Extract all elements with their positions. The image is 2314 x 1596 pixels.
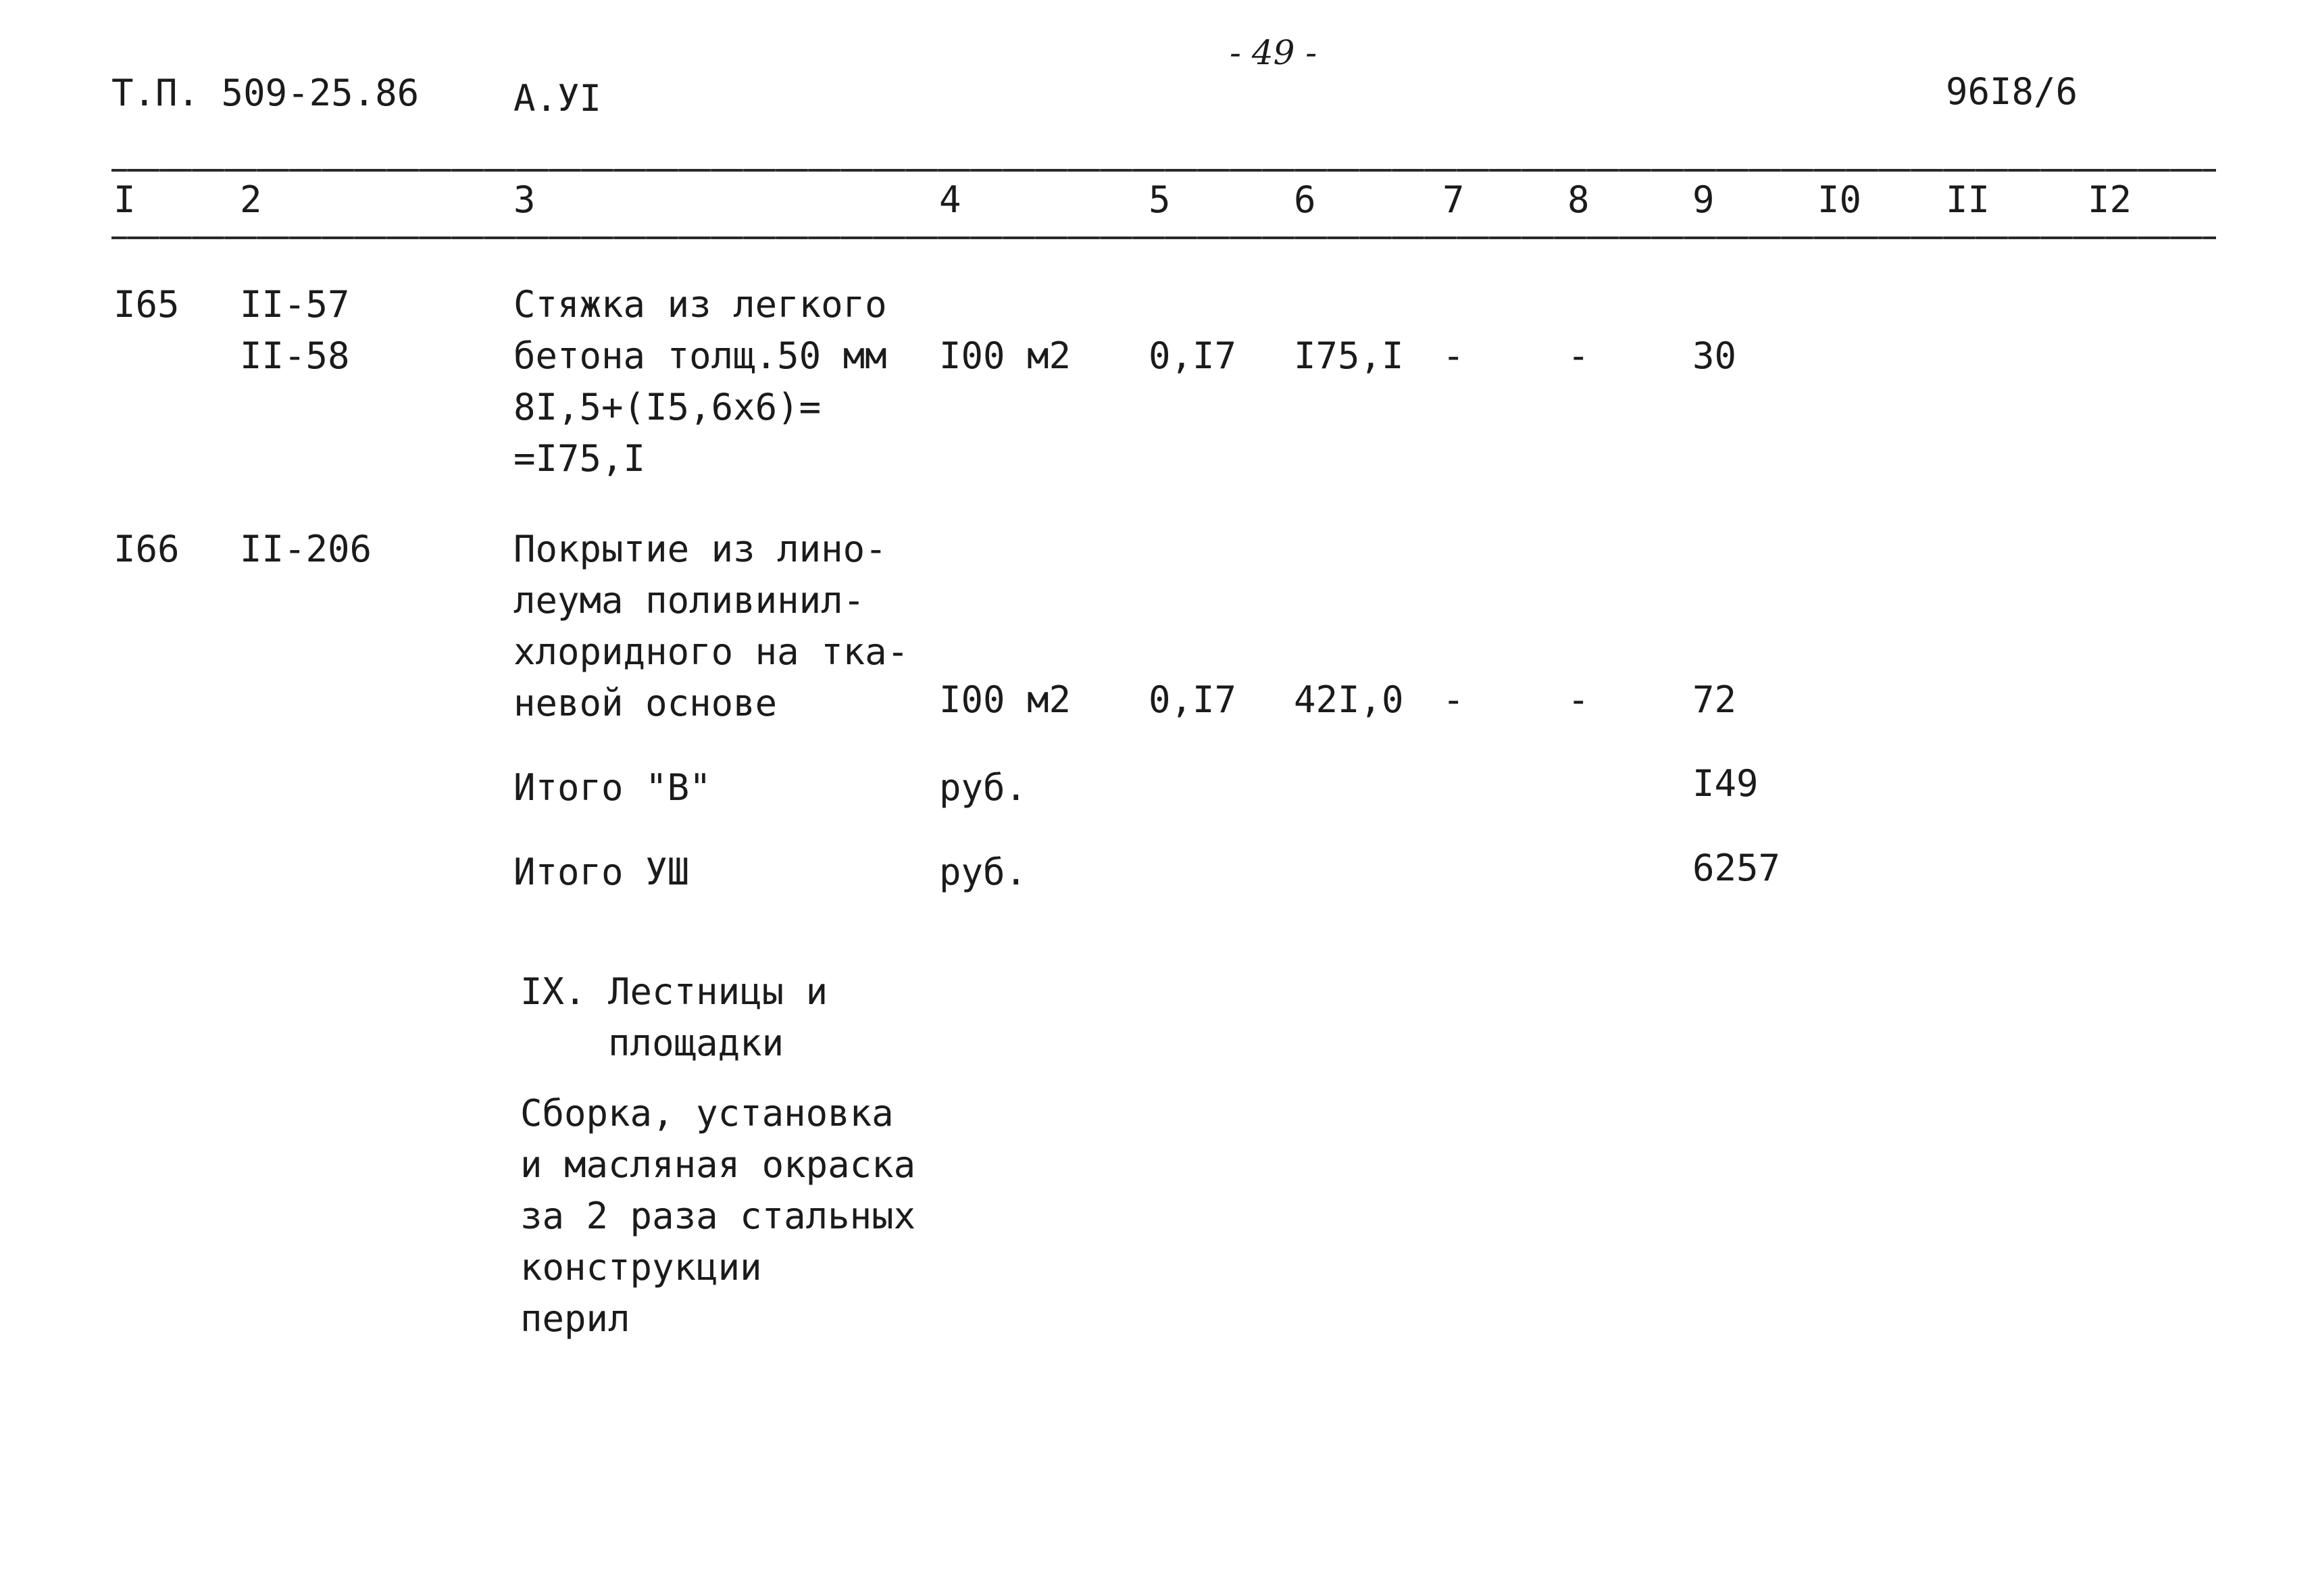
row-codes: II-206: [240, 528, 372, 570]
row-codes: II-57 II-58: [240, 283, 350, 377]
sheet-code: 96I8/6: [1946, 70, 2078, 113]
row-col9: 72: [1692, 678, 1737, 721]
total-label-v: Итого "В": [513, 766, 711, 809]
column-header-10: I0: [1817, 178, 1862, 221]
row-unit: I00 м2: [939, 334, 1072, 377]
header-bottom-rule: [111, 236, 2216, 239]
section-description: Сборка, установка и масляная окраска за 2 раза стальных конструкции перил: [520, 1092, 916, 1340]
row-col8: -: [1567, 334, 1590, 377]
row-col7: -: [1442, 334, 1465, 377]
row-quantity: 0,I7: [1149, 678, 1237, 721]
document-code: Т.П. 509-25.86: [111, 72, 420, 114]
header-top-rule: [111, 169, 2216, 172]
total-label-section: Итого УШ: [513, 851, 690, 893]
row-description: Покрытие из лино- леума поливинил- хлоридного на тка- невой основе: [513, 528, 909, 724]
section-title: IX. Лестницы и площадки: [520, 970, 828, 1064]
column-header-5: 5: [1149, 178, 1171, 221]
column-header-12: I2: [2088, 178, 2132, 221]
row-unit: I00 м2: [939, 678, 1072, 721]
column-header-8: 8: [1567, 178, 1590, 221]
row-description: Стяжка из легкого бетона толщ.50 мм 8I,5+(I5,6х6)= =I75,I: [513, 283, 887, 480]
column-header-9: 9: [1692, 178, 1715, 221]
page-number: - 49 -: [1230, 33, 1317, 72]
column-header-4: 4: [939, 178, 961, 221]
column-header-2: 2: [240, 178, 262, 221]
column-header-11: II: [1946, 178, 1990, 221]
column-header-1: I: [114, 178, 136, 221]
column-header-6: 6: [1294, 178, 1316, 221]
total-value-section: 6257: [1692, 847, 1781, 889]
row-col9: 30: [1692, 334, 1737, 377]
row-price: 42I,0: [1294, 678, 1404, 721]
row-price: I75,I: [1294, 334, 1404, 377]
album-label: А.УI: [513, 77, 602, 120]
total-unit-v: руб.: [939, 766, 1028, 809]
total-value-v: I49: [1692, 762, 1759, 805]
row-col7: -: [1442, 678, 1465, 721]
column-header-3: 3: [513, 178, 536, 221]
row-number: I65: [114, 283, 180, 326]
row-col8: -: [1567, 678, 1590, 721]
total-unit-section: руб.: [939, 851, 1028, 893]
row-number: I66: [114, 528, 180, 570]
column-header-7: 7: [1442, 178, 1465, 221]
row-quantity: 0,I7: [1149, 334, 1237, 377]
